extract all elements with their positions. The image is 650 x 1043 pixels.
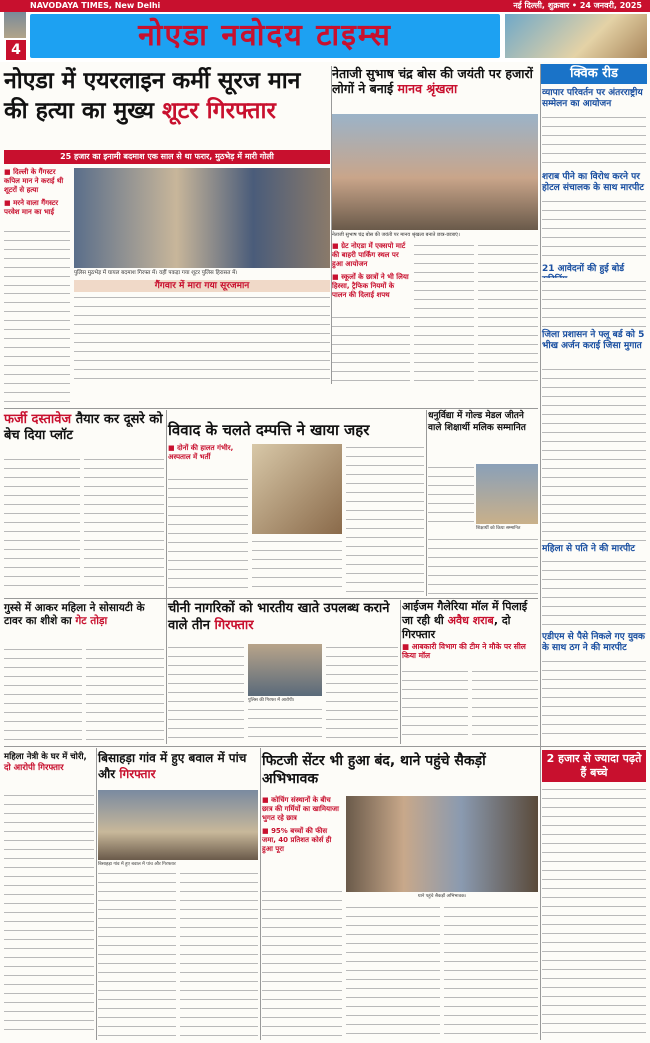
netaji-photo <box>332 114 538 230</box>
society-body-1 <box>4 646 82 742</box>
women-leader-headline: महिला नेत्री के घर में चोरी, दो आरोपी गिरफ्तार <box>4 752 87 773</box>
chinese-photo <box>248 644 322 696</box>
rule <box>540 64 541 1040</box>
sidebar-body-1 <box>542 114 646 170</box>
masthead-title: नोएडा नवोदय टाइम्स <box>138 18 392 53</box>
mall-body-1 <box>402 668 468 742</box>
dispute-body-1 <box>168 476 248 594</box>
dispute-headline: विवाद के चलते दम्पत्ति ने खाया जहर <box>168 421 370 439</box>
bisahda-body-2 <box>180 870 258 1038</box>
lead-body-text-2 <box>4 290 70 410</box>
fiitjee-points: ■ कोचिंग संस्थानों के बीच छात्र की गर्मियों का खामियाजा भुगत रहे छात्र ■ 95% बच्चों की फीस जमा, 40 प्रतिशत कोर्स ही हुआ पूरा <box>262 796 339 853</box>
header-photo <box>505 14 647 58</box>
medal-body-2 <box>428 536 538 594</box>
lead-photo-caption: पुलिस मुठभेड़ में घायल बदमाश गिरफ्त में। वहीं पकड़ा गया शूटर पुलिस हिरासत में। <box>74 270 238 276</box>
medal-photo <box>476 464 538 524</box>
lead-headline: नोएडा में एयरलाइन कर्मी सूरज मान की हत्या का मुख्य शूटर गिरफ्तार <box>4 68 301 124</box>
mall-point: ■ आबकारी विभाग की टीम ने मौके पर सील किया मॉल <box>402 642 526 660</box>
rule <box>400 600 401 744</box>
netaji-body-3 <box>478 242 538 384</box>
dispute-body-2 <box>252 538 342 594</box>
sidebar-body-6 <box>542 658 646 742</box>
medal-body-1 <box>428 464 474 524</box>
chinese-caption: पुलिस की गिरफ्त में आरोपी। <box>248 698 295 703</box>
fiitjee-photo <box>346 796 538 892</box>
sidebar-item-2: शराब पीने का विरोध करने पर होटल संचालक के साथ मारपीट <box>542 172 644 193</box>
fiitjee-body-1 <box>262 888 342 1038</box>
fraud-body-1 <box>4 456 80 594</box>
society-headline: गुस्से में आकर महिला ने सोसायटी के टावर का शीशे का गेट तोड़ा <box>4 602 145 627</box>
date-line: नई दिल्ली, शुक्रवार • 24 जनवरी, 2025 <box>513 1 642 10</box>
rule <box>426 410 427 596</box>
mall-body-2 <box>472 668 538 742</box>
lead-banner: 25 हजार का इनामी बदमाश एक साल से था फरार, मुठभेड़ में मारी गोली <box>4 150 330 164</box>
sidebar-body-3 <box>542 278 646 328</box>
mall-headline: आईजम गैलेरिया मॉल में पिलाई जा रही थी अवैध शराब, दो गिरफ्तार <box>402 600 528 641</box>
lead-subhead: गैंगवार में मारा गया सूरजमान <box>74 280 330 292</box>
medal-caption: शिक्षार्थी को किया सम्मानित <box>476 526 521 531</box>
masthead <box>30 14 500 58</box>
society-body-2 <box>86 646 164 742</box>
netaji-points: ■ ग्रेट नोएडा में एक्सपो मार्ट की बाहरी पार्किंग स्थल पर हुआ आयोजन ■ स्कूलों के छात्रों ने भी लिया हिस्सा, ट्रैफिक नियमों के पालन की दिलाई शपथ <box>332 242 409 299</box>
bisahda-caption: बिसाहड़ा गांव में हुए बवाल में पांच और गिरफ्तार <box>98 862 176 867</box>
chinese-body-3 <box>326 644 398 742</box>
rule <box>331 66 332 384</box>
sidebar-body-2 <box>542 198 646 262</box>
medal-headline: धनुर्विद्या में गोल्ड मेडल जीतने वाले शिक्षार्थी मलिक सम्मानित <box>428 411 526 433</box>
sidebar-item-3: 21 आवेदनों की हुई बोर्ड <box>542 264 625 274</box>
header-strip <box>0 0 650 12</box>
lead-subhead-text <box>74 294 330 380</box>
quick-read-title: क्विक रीड <box>541 64 647 84</box>
fiitjee-body-2 <box>346 904 440 1038</box>
netaji-body-1 <box>332 314 410 384</box>
sidebar-item-5: महिला से पति ने की मारपीट <box>542 544 635 554</box>
rule <box>96 748 97 1040</box>
netaji-headline: नेताजी सुभाष चंद्र बोस की जयंती पर हजारों लोगों ने बनाई मानव श्रृंखला <box>332 66 533 96</box>
bisahda-photo <box>98 790 258 860</box>
header-thumbnail <box>4 12 26 38</box>
chinese-body-1 <box>168 644 244 742</box>
lead-side-points: ■ दिल्ली के गैंगस्टर कपिल मान ने कराई थी शूटरों से हत्या ■ मरने वाला गैंगस्टर परवेश मान का भाई <box>4 168 64 216</box>
publication-name: NAVODAYA TIMES, New Delhi <box>30 1 161 10</box>
rule <box>4 408 538 409</box>
rule <box>4 598 538 599</box>
sidebar-item-1: व्यापार परिवर्तन पर अंतरराष्ट्रीय सम्मेलन का आयोजन <box>542 88 643 109</box>
women-leader-body <box>4 792 94 1038</box>
kids-box: 2 हजार से ज्यादा पढ़ते हैं बच्चे <box>542 750 646 782</box>
sidebar-body-4 <box>542 366 646 542</box>
fiitjee-body-3 <box>444 904 538 1038</box>
rule <box>166 410 167 744</box>
fraud-headline: फर्जी दस्तावेज तैयार कर दूसरे को बेच दिया प्लॉट <box>4 412 163 443</box>
page-number: 4 <box>6 40 26 60</box>
dispute-photo <box>252 444 342 534</box>
dispute-point: ■ दोनों की हालत गंभीर, अस्पताल में भर्ती <box>168 444 234 461</box>
fiitjee-caption: थाने पहुंचे सैकड़ों अभिभावक। <box>417 894 467 899</box>
bisahda-headline: बिसाहड़ा गांव में हुए बवाल में पांच और गिरफ्तार <box>98 751 247 781</box>
bisahda-body-1 <box>98 870 176 1038</box>
page-header <box>0 0 650 62</box>
sidebar-body-5 <box>542 558 646 630</box>
rule <box>4 746 646 747</box>
fraud-body-2 <box>84 456 164 594</box>
kids-body <box>542 786 646 1038</box>
netaji-caption: नेताजी सुभाष चंद्र बोस की जयंती पर मानव श्रृंखला बनाते छात्र-छात्राएं। <box>332 232 460 238</box>
netaji-body-2 <box>414 242 474 384</box>
chinese-body-2 <box>248 706 322 742</box>
sidebar-item-6: एडीएम से पैसे निकले गए युवक के साथ ठग ने की मारपीट <box>542 632 645 653</box>
lead-photo <box>74 168 330 268</box>
dispute-body-3 <box>346 444 424 594</box>
sidebar-item-4: जिला प्रशासन ने फ्लू बर्ड को 5 भीख अर्जन कराई जिसा मुगात <box>542 330 645 351</box>
fiitjee-headline: फिटजी सेंटर भी हुआ बंद, थाने पहुंचे सैकड़ों अभिभावक <box>262 753 486 787</box>
lead-body-text <box>4 228 70 288</box>
chinese-headline: चीनी नागरिकों को भारतीय खाते उपलब्ध कराने वाले तीन गिरफ्तार <box>168 601 390 633</box>
rule <box>260 748 261 1040</box>
